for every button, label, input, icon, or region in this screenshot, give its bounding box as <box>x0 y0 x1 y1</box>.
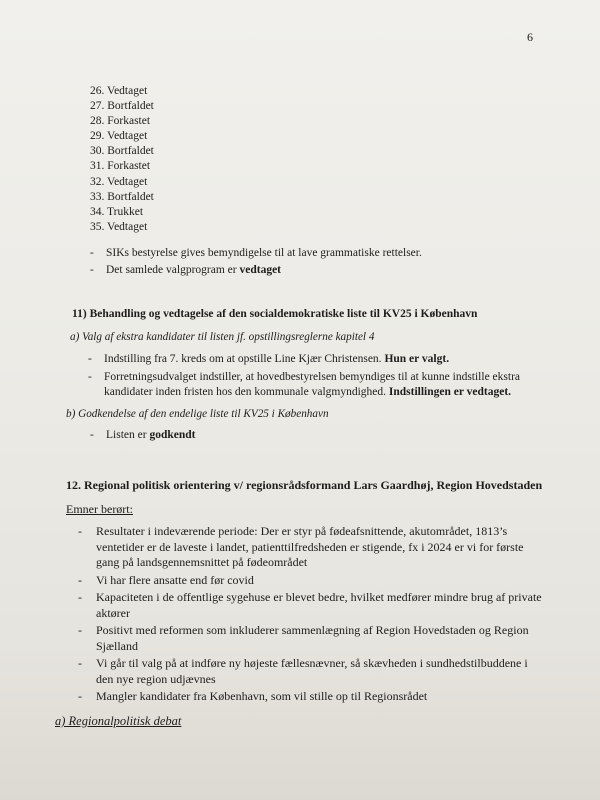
bullet-bold-text: godkendt <box>149 429 196 441</box>
vote-item: 27. Bortfaldet <box>90 100 154 113</box>
bullet-item <box>90 428 195 443</box>
bullet-bold-text: Indstillingen er vedtaget. <box>388 386 512 398</box>
bullet-bold-text: vedtaget <box>239 264 281 276</box>
bullet-item <box>78 573 548 589</box>
dash-marker: - <box>90 429 94 441</box>
dash-marker: - <box>88 370 92 383</box>
vote-item: 32. Vedtaget <box>90 175 148 188</box>
bullet-bold-text: Hun er valgt. <box>384 353 450 365</box>
bullet-item <box>90 263 530 278</box>
section-11-heading: 11) Behandling og vedtagelse af den socialdemokratiske liste til KV25 i København <box>72 308 478 320</box>
bullet-item <box>88 352 548 368</box>
bullet-item <box>78 524 548 571</box>
vote-item: 26. Vedtaget <box>90 85 148 97</box>
section-12-bullets <box>78 524 548 707</box>
bullet-item <box>78 689 548 705</box>
bullet-text: Det samlede valgprogram er <box>106 264 240 276</box>
section-11-a-bullets <box>88 352 548 403</box>
vote-item: 34. Trukket <box>90 205 144 218</box>
page-number: 6 <box>527 30 533 44</box>
bullet-item <box>88 370 548 401</box>
vote-item: 35. Vedtaget <box>90 220 148 233</box>
bullet-text: Listen er <box>106 429 150 441</box>
dash-marker: - <box>78 590 82 604</box>
vote-item: 33. Bortfaldet <box>90 190 154 203</box>
dash-marker: - <box>90 247 94 259</box>
dash-marker: - <box>78 524 82 538</box>
bullet-text: Indstilling fra 7. kreds om at opstille Line Kjær Christensen. <box>104 353 385 365</box>
bullet-text: Mangler kandidater fra København, som vil stille op til Regionsrådet <box>96 689 428 703</box>
topics-label: Emner berørt: <box>66 502 133 516</box>
vote-item: 30. Bortfaldet <box>90 145 154 158</box>
bullet-item <box>78 590 548 621</box>
bullet-text: Kapaciteten i de offentlige sygehuse er blevet bedre, hvilket medfører mindre brug af private aktører <box>96 590 542 620</box>
bullet-text: Vi har flere ansatte end før covid <box>96 572 254 587</box>
dash-marker: - <box>78 656 82 670</box>
bullet-text: Positivt med reformen som inkluderer sammenlægning af Region Hovedstaden og Region Sjælland <box>96 623 529 653</box>
bullet-text: SIKs bestyrelse gives bemyndigelse til at lave grammatiske rettelser. <box>106 247 422 259</box>
section-11-subheading-b: b) Godkendelse af den endelige liste til KV25 i København <box>66 408 329 420</box>
dash-marker: - <box>78 572 82 587</box>
section-11-b-bullets <box>90 428 195 445</box>
section-11-subheading-a: a) Valg af ekstra kandidater til listen jf. opstillingsreglerne kapitel 4 <box>70 331 375 343</box>
bullet-text: Forretningsudvalget indstiller, at hovedbestyrelsen bemyndiges til at kunne indstille ekstra kandidater inden fristen hos den kommunale valgmyndighed. <box>104 370 521 398</box>
bullet-item <box>78 656 548 687</box>
regional-debate-subheading: a) Regionalpolitisk debat <box>55 714 182 728</box>
general-bullet-list <box>90 246 530 280</box>
dash-marker: - <box>78 689 82 703</box>
dash-marker: - <box>78 623 82 637</box>
bullet-item <box>90 246 530 261</box>
bullet-item <box>78 623 548 654</box>
section-12-heading: 12. Regional politisk orientering v/ regionsrådsformand Lars Gaardhøj, Region Hovedstaden <box>66 478 543 492</box>
bullet-text: Resultater i indeværende periode: Der er styr på fødeafsnittende, akutområdet, 1813’s ventetider er de laveste i landet, patienttilfredsheden er stigende, fx i 2024 er vi for første gang på landsgennemsnittet på fødeområdet <box>96 524 524 569</box>
bullet-text: Vi går til valg på at indføre ny højeste fællesnævner, så skævheden i sundhedstilbuddene i den nye region udjævnes <box>96 656 528 686</box>
vote-item: 28. Forkastet <box>90 115 151 128</box>
dash-marker: - <box>88 353 92 365</box>
vote-item: 29. Vedtaget <box>90 130 148 143</box>
dash-marker: - <box>90 264 94 276</box>
vote-item: 31. Forkastet <box>90 160 151 173</box>
vote-results-list <box>90 84 154 235</box>
